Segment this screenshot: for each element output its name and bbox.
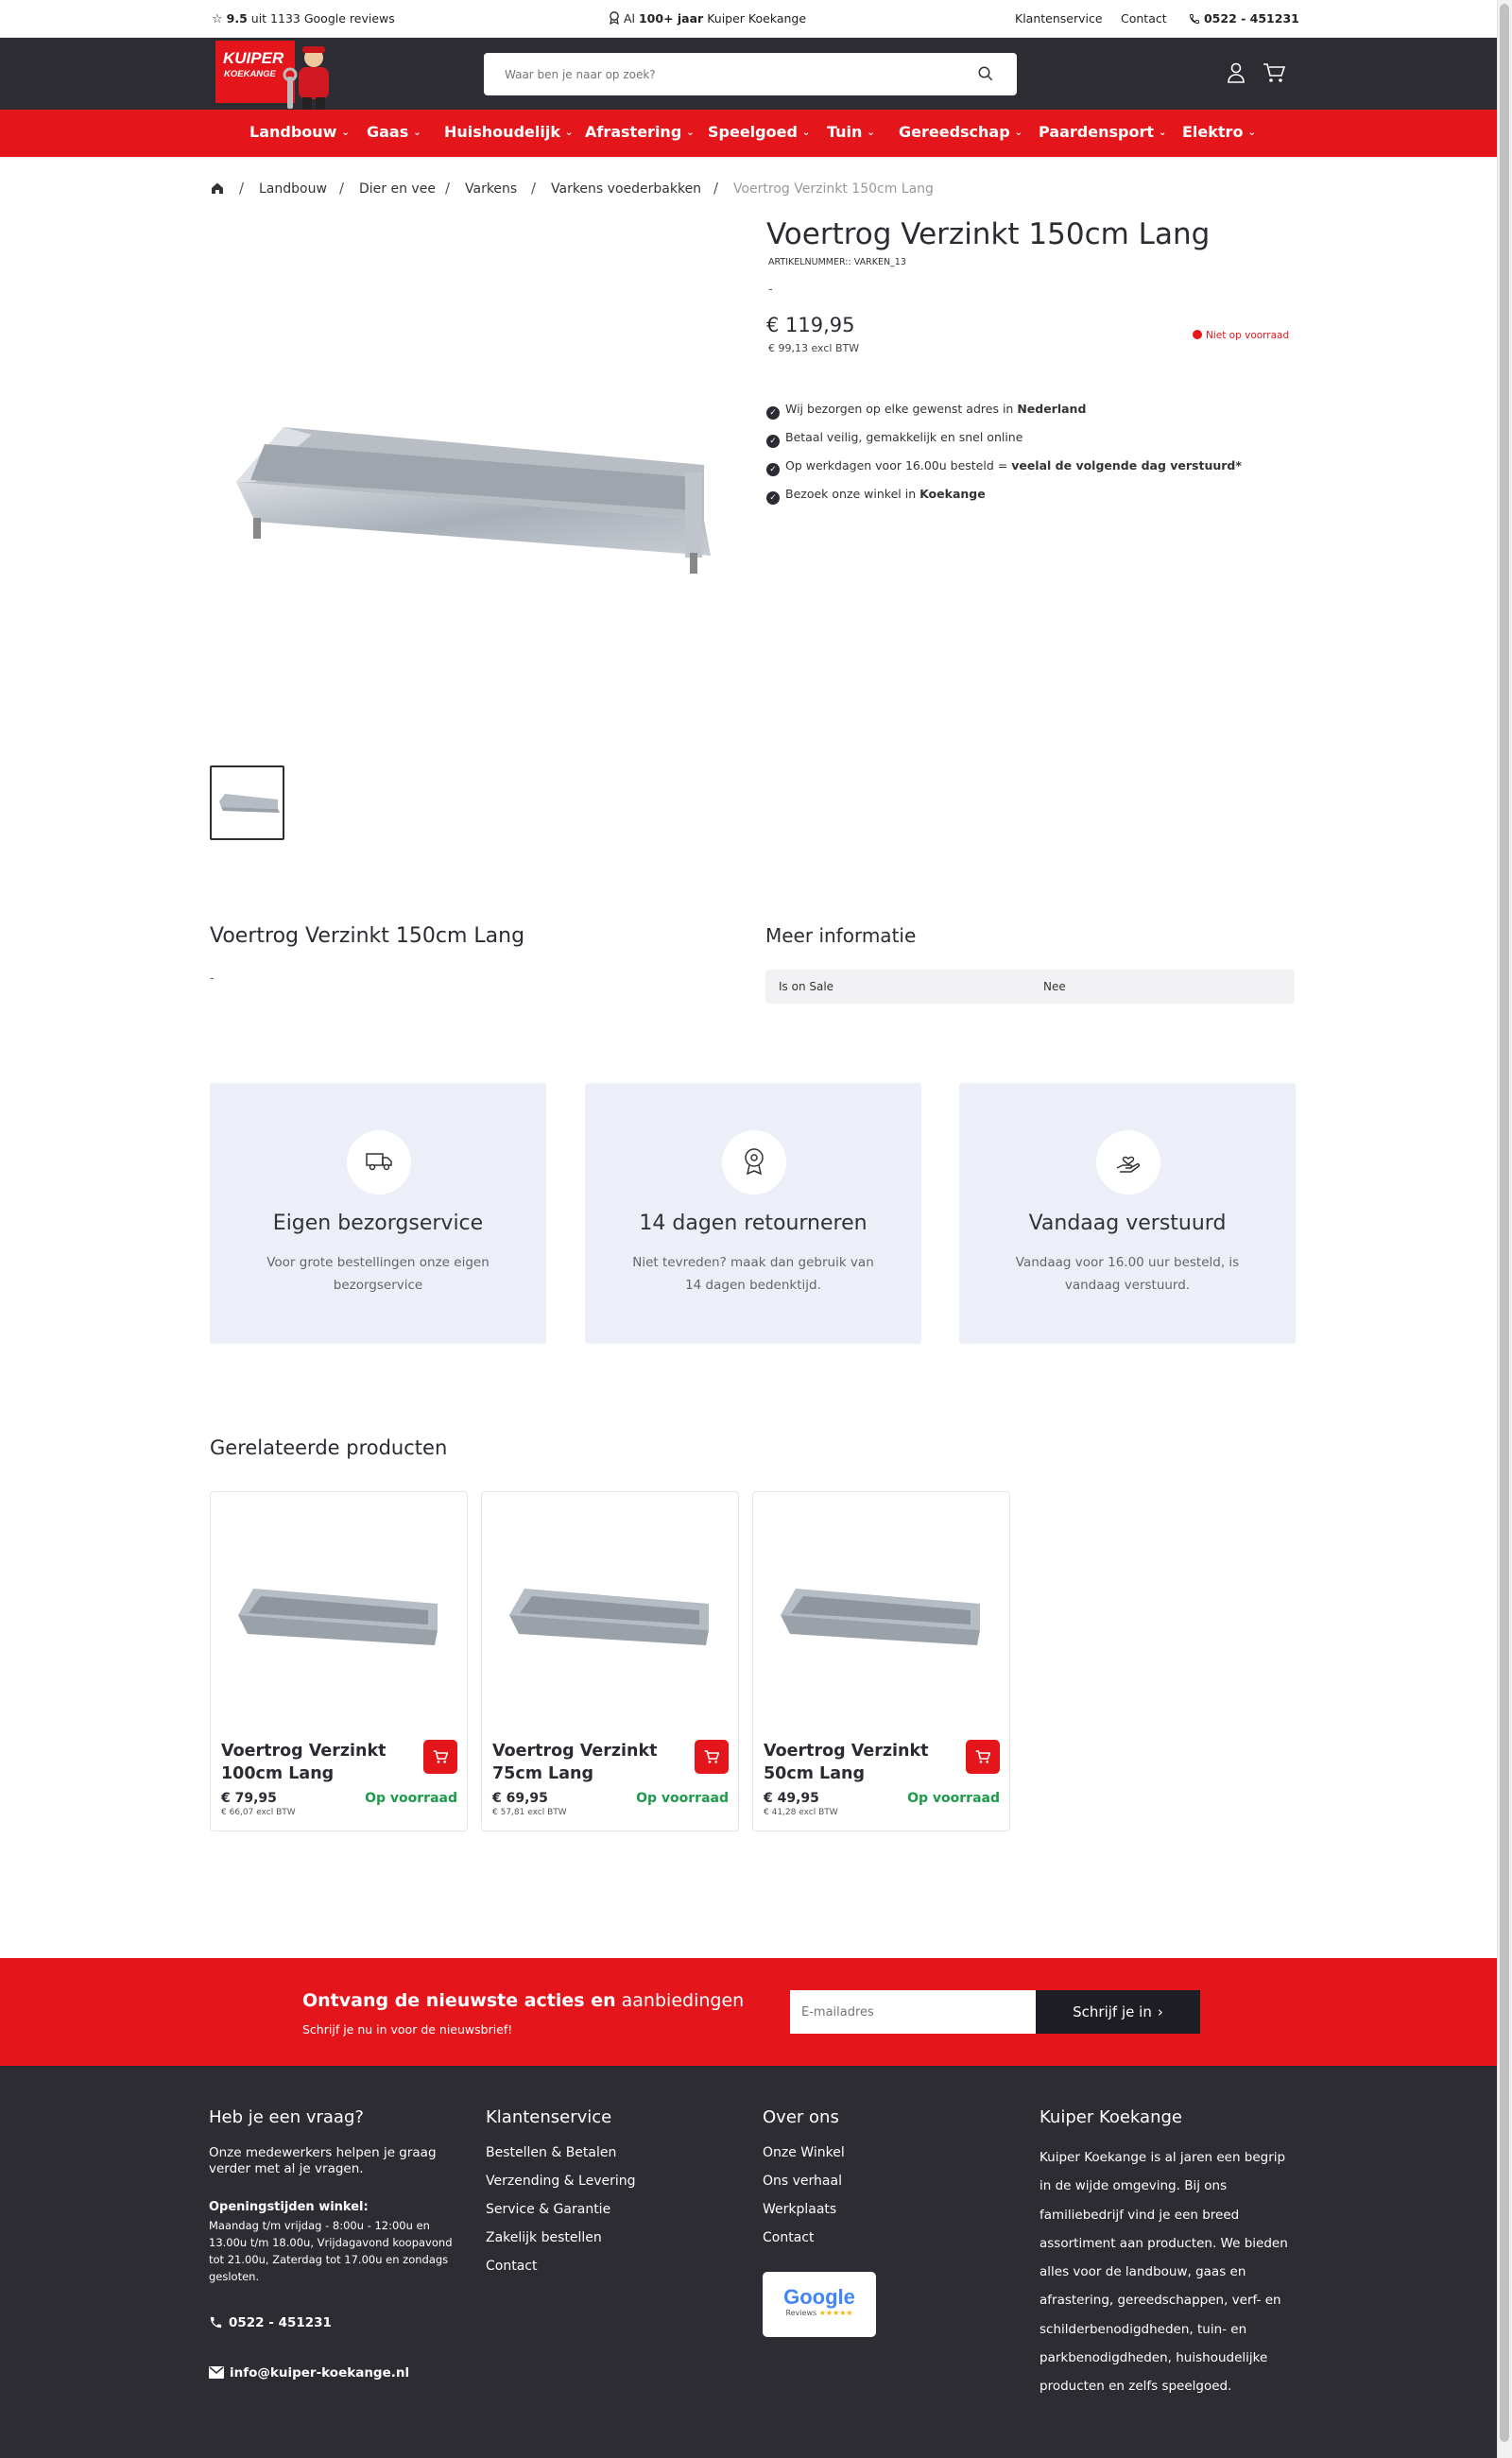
breadcrumb-varkens-voederbakken[interactable]: Varkens voederbakken bbox=[551, 181, 702, 197]
product-thumbnail-image[interactable] bbox=[234, 1577, 442, 1657]
chevron-down-icon: ⌄ bbox=[413, 128, 421, 138]
product-price-excl: € 99,13 excl BTW bbox=[768, 342, 860, 354]
nav-item-gaas[interactable]: Gaas ⌄ bbox=[367, 123, 421, 141]
footer-company-title: Kuiper Koekange bbox=[1040, 2107, 1182, 2127]
search-bar bbox=[484, 53, 1017, 95]
phone-link[interactable]: 0522 - 451231 bbox=[1189, 11, 1299, 26]
feature-card-same-day bbox=[959, 1083, 1296, 1344]
return-badge-icon bbox=[743, 1147, 765, 1179]
chevron-down-icon: ⌄ bbox=[801, 128, 811, 138]
footer-link[interactable]: Verzending & Levering bbox=[486, 2174, 636, 2189]
related-product-price-excl: € 41,28 excl BTW bbox=[764, 1808, 838, 1817]
klantenservice-link[interactable]: Klantenservice bbox=[1015, 11, 1103, 26]
truck-icon bbox=[365, 1150, 393, 1177]
mail-icon bbox=[209, 2365, 230, 2381]
breadcrumb-landbouw[interactable]: Landbouw bbox=[259, 181, 327, 197]
footer-hours-text: Maandag t/m vrijdag - 8:00u - 12:00u en 13.00u t/m 18.00u, Vrijdagavond koopavond tot 21.00u, Zaterdag tot 17.00u en zondags gesloten. bbox=[209, 2219, 453, 2283]
google-logo: Google bbox=[783, 2285, 855, 2309]
footer-service-title: Klantenservice bbox=[486, 2107, 612, 2127]
home-icon[interactable] bbox=[210, 180, 225, 199]
cart-icon bbox=[975, 1749, 990, 1768]
product-price: € 119,95 bbox=[766, 314, 855, 336]
more-info-value: Nee bbox=[1043, 980, 1066, 993]
newsletter-title: Ontvang de nieuwste acties en aanbiedingen bbox=[302, 1990, 745, 2011]
chevron-down-icon: ⌄ bbox=[1247, 128, 1256, 138]
icon-circle bbox=[722, 1130, 786, 1195]
more-info-title: Meer informatie bbox=[765, 924, 917, 947]
related-product-stock: Op voorraad bbox=[365, 1791, 457, 1806]
breadcrumb-varkens[interactable]: Varkens bbox=[465, 181, 518, 197]
cart-icon bbox=[704, 1749, 719, 1768]
svg-text:KUIPER: KUIPER bbox=[223, 49, 284, 67]
phone-icon bbox=[209, 2315, 229, 2330]
more-info-label: Is on Sale bbox=[779, 980, 834, 993]
icon-circle bbox=[347, 1130, 411, 1195]
check-icon: ✓ bbox=[766, 463, 780, 476]
related-title: Gerelateerde producten bbox=[210, 1436, 448, 1459]
footer-hours-title: Openingstijden winkel: bbox=[209, 2200, 369, 2214]
footer-link[interactable]: Ons verhaal bbox=[763, 2174, 842, 2189]
feature-card-returns bbox=[585, 1083, 921, 1344]
google-reviews-label: Reviews ★★★★★ bbox=[785, 2309, 853, 2317]
nav-item-gereedschap[interactable]: Gereedschap ⌄ bbox=[899, 123, 1023, 141]
newsletter-email-input[interactable] bbox=[790, 1990, 1036, 2034]
product-short-description: - bbox=[768, 283, 773, 297]
feature-title: Eigen bezorgservice bbox=[272, 1212, 484, 1235]
nav-item-elektro[interactable]: Elektro ⌄ bbox=[1182, 123, 1256, 141]
product-sku: ARTIKELNUMMER:: VARKEN_13 bbox=[768, 257, 906, 267]
star-icon: ☆ bbox=[212, 12, 223, 26]
search-icon[interactable] bbox=[977, 65, 994, 86]
related-product-card[interactable] bbox=[481, 1491, 739, 1831]
reviews-badge[interactable] bbox=[212, 11, 395, 26]
breadcrumb-separator: / bbox=[445, 180, 451, 197]
related-product-price-excl: € 66,07 excl BTW bbox=[221, 1808, 296, 1817]
nav-item-paardensport[interactable]: Paardensport ⌄ bbox=[1039, 123, 1167, 141]
reviews-text: uit 1133 Google reviews bbox=[250, 11, 395, 26]
rating-value: 9.5 bbox=[226, 11, 248, 26]
chevron-down-icon: ⌄ bbox=[1158, 128, 1167, 138]
feature-text: Voor grote bestellingen onze eigen bezorgservice bbox=[266, 1255, 490, 1293]
related-product-name[interactable]: Voertrog Verzinkt 75cm Lang bbox=[492, 1742, 658, 1783]
product-thumbnail[interactable] bbox=[210, 765, 284, 840]
feature-title: Vandaag verstuurd bbox=[1028, 1212, 1227, 1235]
anniversary-text: Al 100+ jaar Kuiper Koekange bbox=[609, 11, 806, 26]
add-to-cart-button[interactable] bbox=[966, 1740, 1000, 1774]
related-product-price: € 69,95 bbox=[492, 1791, 548, 1806]
top-bar bbox=[0, 0, 1497, 38]
chevron-down-icon: ⌄ bbox=[686, 128, 695, 138]
site-footer bbox=[0, 2066, 1497, 2458]
icon-circle bbox=[1096, 1130, 1160, 1195]
cart-icon bbox=[433, 1749, 448, 1768]
description-text: - bbox=[210, 971, 215, 986]
nav-item-huishoudelijk[interactable]: Huishoudelijk ⌄ bbox=[444, 123, 574, 141]
related-product-price: € 49,95 bbox=[764, 1791, 819, 1806]
google-reviews-badge[interactable] bbox=[763, 2272, 876, 2337]
check-icon: ✓ bbox=[766, 491, 780, 505]
breadcrumb-separator: / bbox=[239, 180, 245, 197]
status-dot-icon bbox=[1193, 330, 1202, 339]
stars-icon: ★★★★★ bbox=[818, 2309, 853, 2317]
footer-link[interactable]: Zakelijk bestellen bbox=[486, 2230, 602, 2245]
check-icon: ✓ bbox=[766, 435, 780, 448]
check-icon: ✓ bbox=[766, 406, 780, 420]
chevron-down-icon: ⌄ bbox=[867, 128, 875, 138]
breadcrumb-separator: / bbox=[713, 180, 719, 197]
nav-item-afrastering[interactable]: Afrastering ⌄ bbox=[585, 123, 695, 141]
footer-email[interactable]: info@kuiper-koekange.nl bbox=[209, 2365, 409, 2381]
breadcrumb-dier-en-vee[interactable]: Dier en vee bbox=[359, 181, 436, 197]
footer-phone[interactable]: 0522 - 451231 bbox=[209, 2315, 332, 2330]
footer-link[interactable]: Bestellen & Betalen bbox=[486, 2145, 617, 2160]
footer-question-title: Heb je een vraag? bbox=[209, 2107, 364, 2127]
usp-payment: ✓ Betaal veilig, gemakkelijk en snel online bbox=[766, 430, 1022, 448]
feature-text: Niet tevreden? maak dan gebruik van 14 dagen bedenktijd. bbox=[632, 1255, 874, 1293]
footer-link[interactable]: Werkplaats bbox=[763, 2202, 837, 2217]
footer-link[interactable]: Contact bbox=[486, 2259, 538, 2274]
footer-about-title: Over ons bbox=[763, 2107, 839, 2127]
related-product-price-excl: € 57,81 excl BTW bbox=[492, 1808, 567, 1817]
main-navigation bbox=[0, 110, 1497, 157]
feature-title: 14 dagen retourneren bbox=[639, 1212, 868, 1235]
svg-text:KOEKANGE: KOEKANGE bbox=[224, 69, 276, 79]
nav-item-speelgoed[interactable]: Speelgoed ⌄ bbox=[708, 123, 811, 141]
footer-link[interactable]: Contact bbox=[763, 2230, 815, 2245]
account-icon[interactable] bbox=[1227, 62, 1246, 87]
phone-icon bbox=[1189, 11, 1204, 26]
related-product-stock: Op voorraad bbox=[907, 1791, 1000, 1806]
product-thumbnail-image[interactable] bbox=[777, 1577, 985, 1657]
medal-icon bbox=[609, 11, 624, 26]
description-title: Voertrog Verzinkt 150cm Lang bbox=[210, 924, 525, 948]
related-product-price: € 79,95 bbox=[221, 1791, 277, 1806]
breadcrumb-current: Voertrog Verzinkt 150cm Lang bbox=[733, 181, 934, 197]
product-thumbnail-image[interactable] bbox=[506, 1577, 713, 1657]
scrollbar-thumb[interactable] bbox=[1500, 4, 1509, 2442]
chevron-down-icon: ⌄ bbox=[1014, 128, 1023, 138]
contact-link[interactable]: Contact bbox=[1121, 11, 1167, 26]
cart-icon[interactable] bbox=[1263, 62, 1285, 87]
feature-card-delivery bbox=[210, 1083, 546, 1344]
chevron-right-icon: › bbox=[1157, 2003, 1163, 2020]
related-product-card[interactable] bbox=[210, 1491, 468, 1831]
more-info-row bbox=[765, 970, 1295, 1004]
footer-link[interactable]: Onze Winkel bbox=[763, 2145, 845, 2160]
footer-link[interactable]: Service & Garantie bbox=[486, 2202, 611, 2217]
add-to-cart-button[interactable] bbox=[423, 1740, 457, 1774]
nav-item-landbouw[interactable]: Landbouw ⌄ bbox=[249, 123, 350, 141]
usp-store: ✓ Bezoek onze winkel in Koekange bbox=[766, 487, 986, 505]
newsletter-section bbox=[0, 1958, 1497, 2066]
related-product-name[interactable]: Voertrog Verzinkt 100cm Lang bbox=[221, 1742, 387, 1783]
add-to-cart-button[interactable] bbox=[695, 1740, 729, 1774]
newsletter-subscribe-button[interactable]: Schrijf je in › bbox=[1036, 1990, 1200, 2034]
chevron-down-icon: ⌄ bbox=[341, 128, 350, 138]
search-input[interactable] bbox=[484, 53, 937, 95]
feature-text: Vandaag voor 16.00 uur besteld, is vandaag verstuurd. bbox=[1015, 1255, 1240, 1293]
hand-heart-icon bbox=[1114, 1147, 1143, 1179]
chevron-down-icon: ⌄ bbox=[564, 128, 574, 138]
newsletter-subtitle: Schrijf je nu in voor de nieuwsbrief! bbox=[302, 2022, 513, 2037]
usp-shipping: ✓ Op werkdagen voor 16.00u besteld = veelal de volgende dag verstuurd* bbox=[766, 458, 1242, 476]
footer-question-text: Onze medewerkers helpen je graag verder met al je vragen. bbox=[209, 2145, 437, 2176]
product-title: Voertrog Verzinkt 150cm Lang bbox=[766, 217, 1211, 251]
breadcrumb-separator: / bbox=[339, 180, 345, 197]
related-product-stock: Op voorraad bbox=[636, 1791, 729, 1806]
breadcrumb-separator: / bbox=[531, 180, 537, 197]
usp-delivery: ✓ Wij bezorgen op elke gewenst adres in Nederland bbox=[766, 402, 1086, 420]
nav-item-tuin[interactable]: Tuin ⌄ bbox=[827, 123, 875, 141]
footer-company-text: Kuiper Koekange is al jaren een begrip in de wijde omgeving. Bij ons familiebedrijf vind je een breed assortiment aan producten. We bieden alles voor de landbouw, gaas en afrastering, gereedschappen, verf- en schilderbenodigdheden, tuin- en parkbenodigdheden, huishoudelijke producten en zelfs speelgoed. bbox=[1040, 2150, 1288, 2395]
related-product-name[interactable]: Voertrog Verzinkt 50cm Lang bbox=[764, 1742, 929, 1783]
stock-status: Niet op voorraad bbox=[1193, 330, 1289, 341]
related-product-card[interactable] bbox=[752, 1491, 1010, 1831]
product-image[interactable] bbox=[227, 416, 728, 599]
